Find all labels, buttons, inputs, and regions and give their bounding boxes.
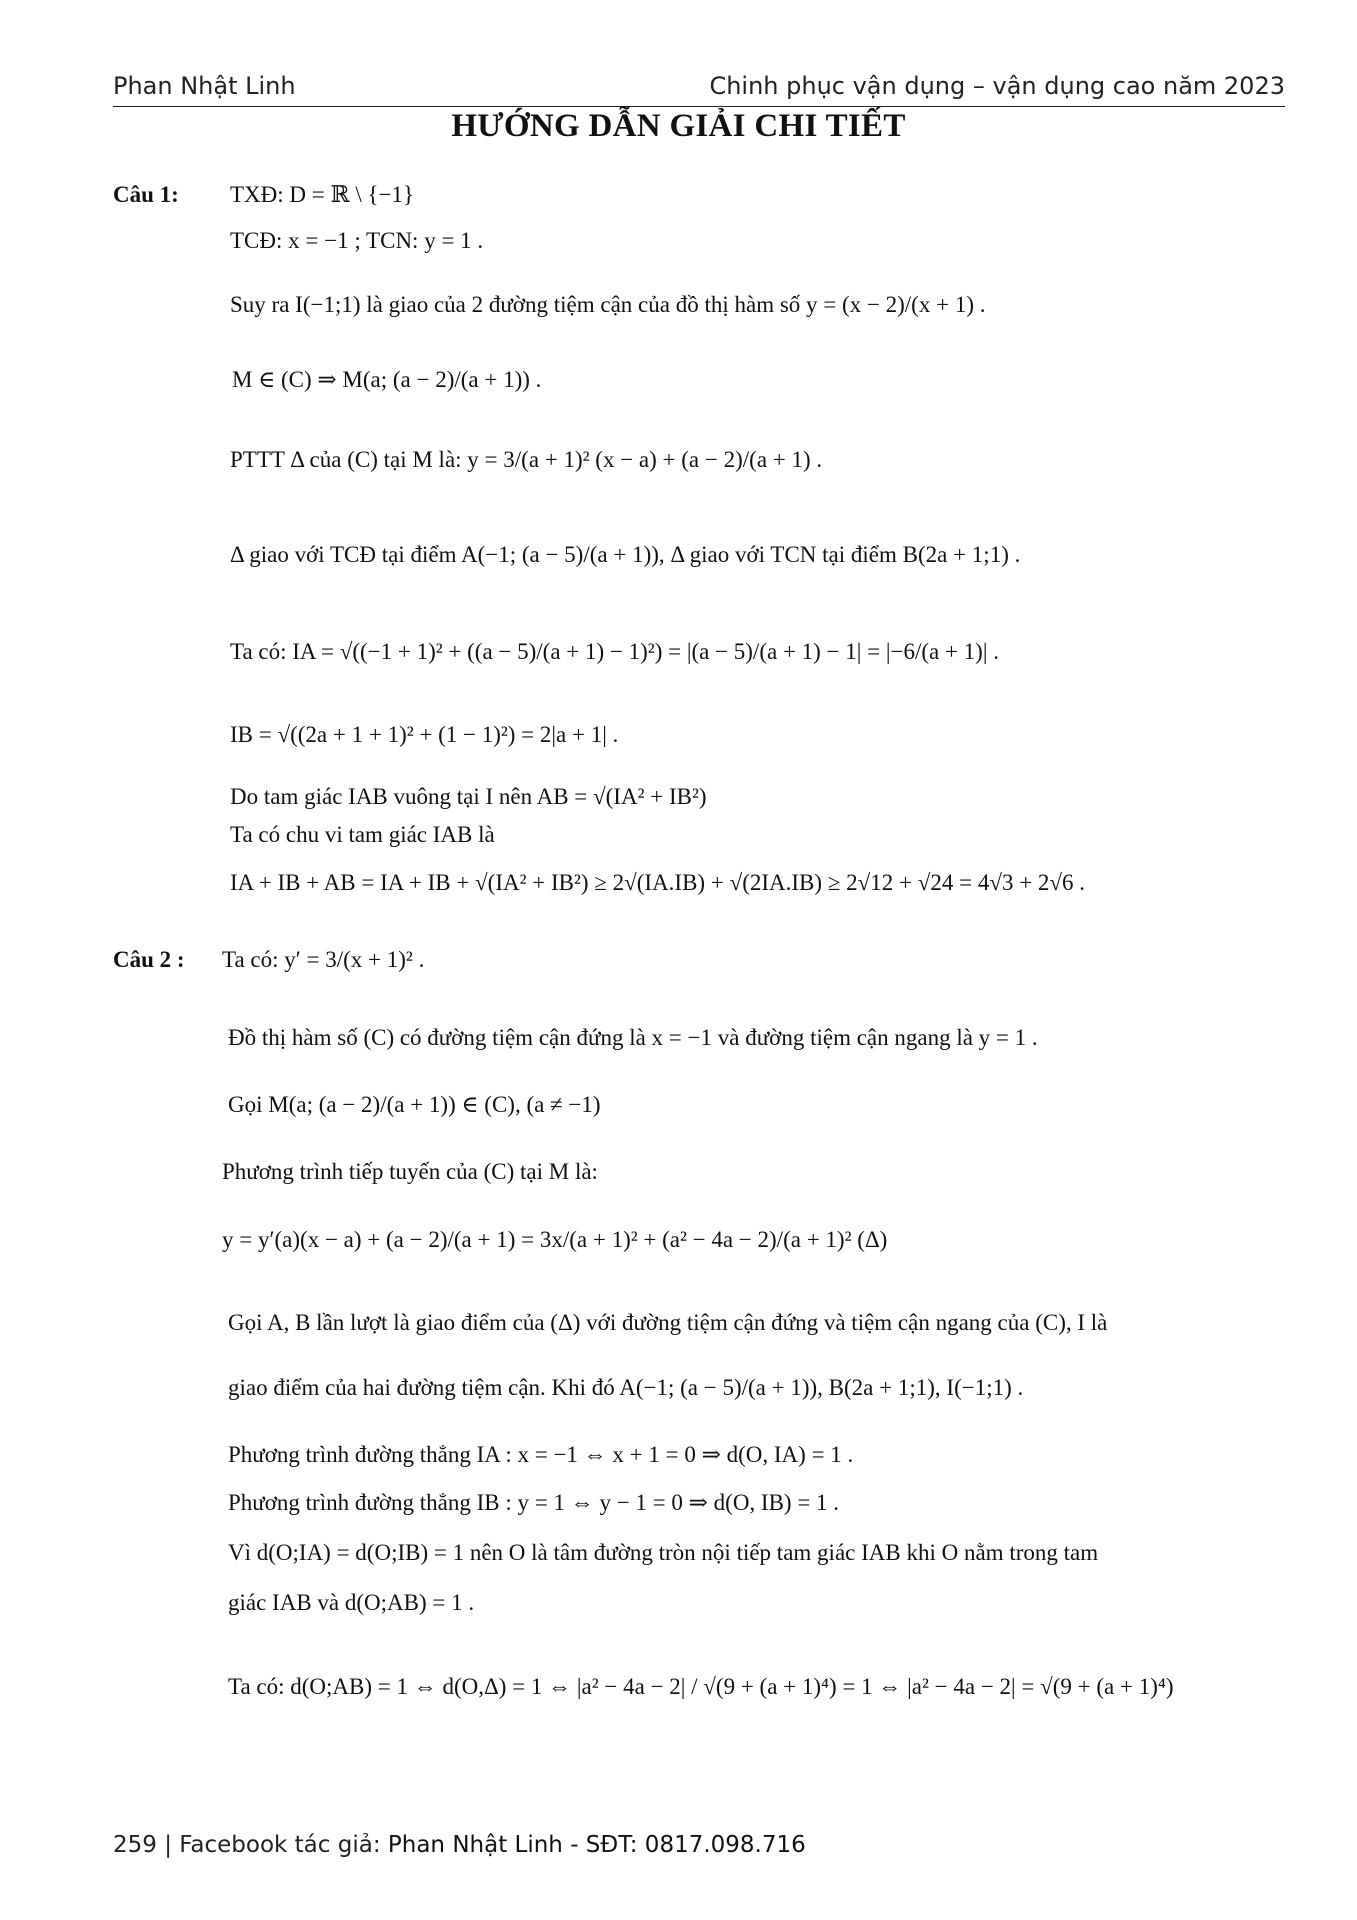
q2-line-2: Đồ thị hàm số (C) có đường tiệm cận đứng là x = −1 và đường tiệm cận ngang là y = 1 . [228, 1025, 1038, 1050]
q2-line-10: Vì d(O;IA) = d(O;IB) = 1 nên O là tâm đường tròn nội tiếp tam giác IAB khi O nằm trong tam [228, 1540, 1099, 1565]
q2-line-7: giao điểm của hai đường tiệm cận. Khi đó A(−1; (a − 5)/(a + 1)), B(2a + 1;1), I(−1;1) . [228, 1375, 1024, 1400]
question-1-label: Câu 1: [113, 182, 179, 207]
q2-line-4: Phương trình tiếp tuyến của (C) tại M là: [222, 1159, 598, 1184]
header-book-title: Chinh phục vận dụng – vận dụng cao năm 2023 [709, 72, 1285, 100]
q1-line-7: Ta có: IA = √((−1 + 1)² + ((a − 5)/(a + 1) − 1)²) = |(a − 5)/(a + 1) − 1| = |−6/(a + 1)| . [230, 639, 999, 664]
q2-line-6: Gọi A, B lần lượt là giao điểm của (Δ) với đường tiệm cận đứng và tiệm cận ngang của (C), I là [228, 1310, 1108, 1335]
q1-line-4: M ∈ (C) ⇒ M(a; (a − 2)/(a + 1)) . [232, 367, 542, 392]
q1-line-10: Ta có chu vi tam giác IAB là [230, 822, 495, 847]
q1-line-8: IB = √((2a + 1 + 1)² + (1 − 1)²) = 2|a + 1| . [230, 722, 619, 747]
footer-facebook-label: Facebook tác giả: [179, 1832, 381, 1858]
page-title: HƯỚNG DẪN GIẢI CHI TIẾT [451, 108, 906, 144]
q2-line-1: Ta có: y′ = 3/(x + 1)² . [222, 947, 425, 972]
q2-line-3: Gọi M(a; (a − 2)/(a + 1)) ∈ (C), (a ≠ −1) [228, 1092, 601, 1117]
q1-line-11: IA + IB + AB = IA + IB + √(IA² + IB²) ≥ 2√(IA.IB) + √(2IA.IB) ≥ 2√12 + √24 = 4√3 + 2√6 . [230, 870, 1086, 895]
q1-line-3: Suy ra I(−1;1) là giao của 2 đường tiệm cận của đồ thị hàm số y = (x − 2)/(x + 1) . [230, 292, 986, 317]
q1-line-6: Δ giao với TCĐ tại điểm A(−1; (a − 5)/(a + 1)), Δ giao với TCN tại điểm B(2a + 1;1) . [230, 542, 1021, 567]
page-footer [113, 1832, 806, 1858]
footer-separator: | [164, 1832, 172, 1858]
q1-line-9: Do tam giác IAB vuông tại I nên AB = √(IA² + IB²) [230, 784, 707, 809]
q1-line-1: TXĐ: D = ℝ \ {−1} [230, 182, 415, 207]
footer-author-contact: Phan Nhật Linh - SĐT: 0817.098.716 [387, 1832, 806, 1858]
question-2-label: Câu 2 : [113, 947, 185, 972]
q1-line-5: PTTT Δ của (C) tại M là: y = 3/(a + 1)² (x − a) + (a − 2)/(a + 1) . [230, 447, 823, 472]
page-number: 259 [113, 1832, 157, 1858]
q1-line-2: TCĐ: x = −1 ; TCN: y = 1 . [230, 228, 484, 253]
header-author: Phan Nhật Linh [113, 72, 296, 100]
q2-line-12: Ta có: d(O;AB) = 1 ⇔ d(O,Δ) = 1 ⇔ |a² − 4a − 2| / √(9 + (a + 1)⁴) = 1 ⇔ |a² − 4a − 2| = √(9 + (a + 1)⁴) [228, 1674, 1174, 1699]
q2-line-5: y = y′(a)(x − a) + (a − 2)/(a + 1) = 3x/(a + 1)² + (a² − 4a − 2)/(a + 1)² (Δ) [222, 1227, 888, 1252]
q2-line-8: Phương trình đường thẳng IA : x = −1 ⇔ x + 1 = 0 ⇒ d(O, IA) = 1 . [228, 1442, 854, 1467]
page-header [113, 68, 1285, 107]
q2-line-9: Phương trình đường thẳng IB : y = 1 ⇔ y − 1 = 0 ⇒ d(O, IB) = 1 . [228, 1490, 840, 1515]
q2-line-11: giác IAB và d(O;AB) = 1 . [228, 1590, 475, 1615]
